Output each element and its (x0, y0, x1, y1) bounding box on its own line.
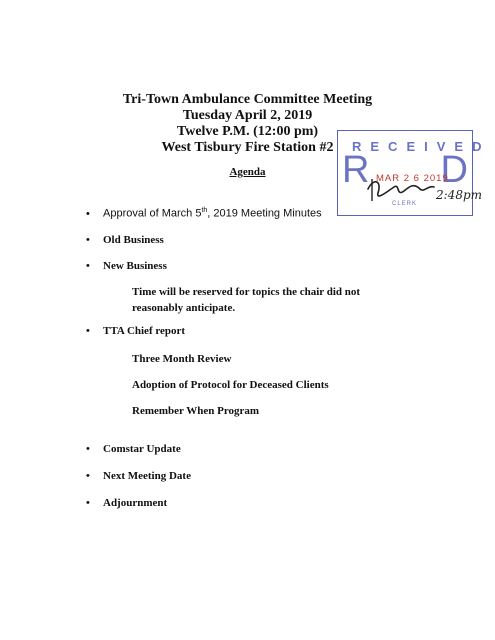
meeting-location: West Tisbury Fire Station #2 (161, 140, 334, 155)
meeting-title: Tri-Town Ambulance Committee Meeting (122, 92, 373, 107)
bullet: • (86, 443, 90, 455)
next-meeting-text: Next Meeting Date (103, 470, 191, 482)
agenda-item-next-meeting (86, 470, 191, 482)
note-line-1: Time will be reserved for topics the chair did not (132, 286, 361, 298)
agenda-item-adjournment (86, 497, 167, 509)
sub-item-protocol: Adoption of Protocol for Deceased Clients (132, 379, 329, 391)
meeting-date: Tuesday April 2, 2019 (182, 108, 313, 123)
stamp-time: 2:48pm (436, 188, 483, 202)
bullet: • (86, 325, 90, 337)
note-line-2: reasonably anticipate. (132, 302, 236, 314)
stamp-left-letter: R (342, 149, 370, 191)
sub-item-three-month-review: Three Month Review (132, 353, 232, 365)
agenda-item-new-business (86, 260, 167, 272)
approval-text: Approval of March 5th, 2019 Meeting Minutes (103, 207, 322, 220)
agenda-item-comstar (86, 443, 181, 455)
new-business-text: New Business (103, 260, 167, 272)
adjournment-text: Adjournment (103, 497, 168, 509)
received-stamp (337, 130, 491, 216)
signature-mark (338, 131, 483, 215)
sub-item-remember-when: Remember When Program (132, 405, 260, 417)
tta-chief-report-text: TTA Chief report (103, 325, 186, 337)
stamp-clerk: CLERK (392, 201, 418, 207)
agenda-item-approval (86, 207, 322, 220)
bullet: • (86, 497, 90, 509)
agenda-item-old-business (86, 234, 164, 246)
bullet: • (86, 260, 90, 272)
bullet: • (86, 234, 90, 246)
agenda-heading: Agenda (229, 166, 266, 178)
agenda-item-tta-chief-report (86, 325, 185, 337)
new-business-note (132, 284, 360, 316)
bullet: • (86, 470, 90, 482)
stamp-right-letter: D (440, 149, 468, 191)
bullet: • (86, 207, 90, 220)
meeting-time: Twelve P.M. (12:00 pm) (176, 124, 319, 139)
stamp-date: MAR 2 6 2019 (376, 173, 449, 184)
comstar-text: Comstar Update (103, 443, 181, 455)
old-business-text: Old Business (103, 234, 164, 246)
stamp-received-word: RECEIVED (352, 139, 491, 154)
